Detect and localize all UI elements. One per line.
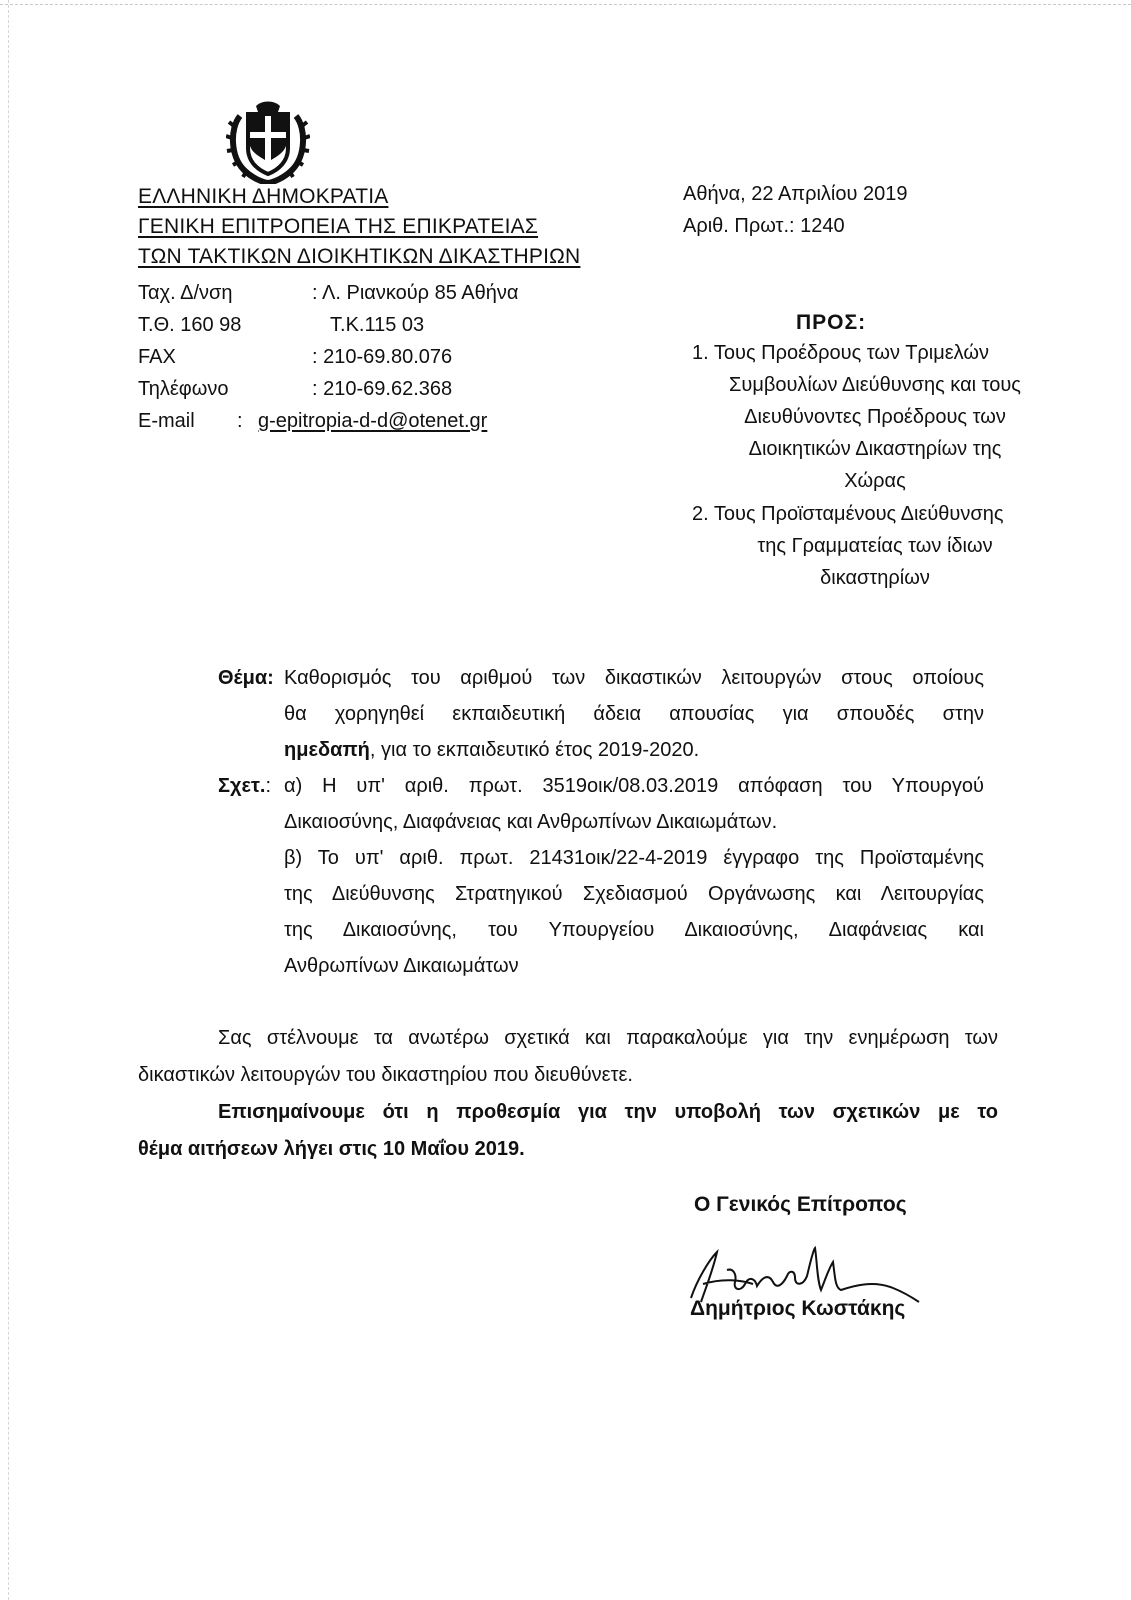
subject-line-1: Καθορισμός του αριθμού των δικαστικών λειτουργών στους οποίους: [284, 667, 984, 689]
reference-a-line-2: Δικαιοσύνης, Διαφάνειας και Ανθρωπίνων Δικαιωμάτων.: [284, 811, 778, 833]
reference-b-line-2: της Διεύθυνσης Στρατηγικού Σχεδιασμού Οργάνωσης και Λειτουργίας: [284, 883, 984, 905]
fax-label: FAX: [138, 346, 176, 368]
fax-value: : 210-69.80.076: [312, 346, 453, 368]
address-value: : Λ. Ριανκούρ 85 Αθήνα: [312, 282, 519, 304]
phone-value: : 210-69.62.368: [312, 378, 453, 400]
recipient-2-line-2: της Γραμματείας των ίδιων: [757, 535, 993, 557]
protocol-number: Αριθ. Πρωτ.: 1240: [683, 215, 845, 237]
org-name-line-1: ΕΛΛΗΝΙΚΗ ΔΗΜΟΚΡΑΤΙΑ: [138, 185, 389, 208]
signatory-title: Ο Γενικός Επίτροπος: [694, 1193, 907, 1216]
email-link[interactable]: g-epitropia-d-d@otenet.gr: [258, 410, 488, 432]
deadline-notice-line-1: Επισημαίνουμε ότι η προθεσμία για την υποβολή των σχετικών με το: [218, 1101, 998, 1123]
reference-a-line-1: α) Η υπ' αριθ. πρωτ. 3519οικ/08.03.2019 απόφαση του Υπουργού: [284, 775, 984, 797]
reference-label-text: Σχετ.: [218, 775, 266, 797]
address-label: Ταχ. Δ/νση: [138, 282, 233, 304]
body-paragraph-1-line-1: Σας στέλνουμε τα ανωτέρω σχετικά και παρακαλούμε για την ενημέρωση των: [218, 1027, 998, 1049]
subject-emphasis: ημεδαπή: [284, 739, 370, 761]
po-box-label: Τ.Θ. 160 98: [138, 314, 242, 336]
recipient-1-line-4: Διοικητικών Δικαστηρίων της: [748, 438, 1002, 460]
recipients-heading: ΠΡΟΣ:: [796, 311, 867, 334]
reference-b-line-1: β) Το υπ' αριθ. πρωτ. 21431οικ/22-4-2019 έγγραφο της Προϊσταμένης: [284, 847, 984, 869]
body-paragraph-1-line-2: δικαστικών λειτουργών του δικαστηρίου που διευθύνετε.: [138, 1064, 633, 1086]
email-label: E-mail: [138, 410, 195, 432]
reference-label: [218, 770, 271, 802]
reference-b-line-4: Ανθρωπίνων Δικαιωμάτων: [284, 955, 519, 977]
subject-label: Θέμα:: [218, 667, 274, 689]
subject-line-2: θα χορηγηθεί εκπαιδευτική άδεια απουσίας για σπουδές στην: [284, 703, 984, 725]
recipient-2-line-3: δικαστηρίων: [820, 567, 930, 589]
recipient-1-line-2: Συμβουλίων Διεύθυνσης και τους: [729, 374, 1021, 396]
recipient-1-line-3: Διευθύνοντες Προέδρους των: [744, 406, 1006, 428]
scan-edge-left: [8, 0, 9, 1600]
org-name-line-2: ΓΕΝΙΚΗ ΕΠΙΤΡΟΠΕΙΑ ΤΗΣ ΕΠΙΚΡΑΤΕΙΑΣ: [138, 215, 539, 238]
phone-label: Τηλέφωνο: [138, 378, 229, 400]
signatory-name: Δημήτριος Κωστάκης: [690, 1297, 906, 1320]
subject-line-3: [284, 734, 699, 766]
recipient-2-line-1: 2. Τους Προϊσταμένους Διεύθυνσης: [692, 503, 1004, 525]
email-separator: :: [237, 410, 243, 432]
org-name-line-3: ΤΩΝ ΤΑΚΤΙΚΩΝ ΔΙΟΙΚΗΤΙΚΩΝ ΔΙΚΑΣΤΗΡΙΩΝ: [138, 245, 581, 268]
deadline-notice-line-2: θέμα αιτήσεων λήγει στις 10 Μαΐου 2019.: [138, 1138, 525, 1160]
recipient-1-line-5: Χώρας: [844, 470, 906, 492]
date-line: Αθήνα, 22 Απριλίου 2019: [683, 183, 908, 205]
scan-edge-top: [0, 4, 1131, 5]
reference-b-line-3: της Δικαιοσύνης, του Υπουργείου Δικαιοσύνης, Διαφάνειας και: [284, 919, 984, 941]
recipient-1-line-1: 1. Τους Προέδρους των Τριμελών: [692, 342, 989, 364]
subject-line-3-rest: , για το εκπαιδευτικό έτος 2019-2020.: [369, 739, 700, 761]
greek-coat-of-arms-icon: [226, 98, 310, 184]
reference-label-colon: :: [265, 775, 272, 797]
postal-code-value: Τ.Κ.115 03: [330, 314, 425, 336]
